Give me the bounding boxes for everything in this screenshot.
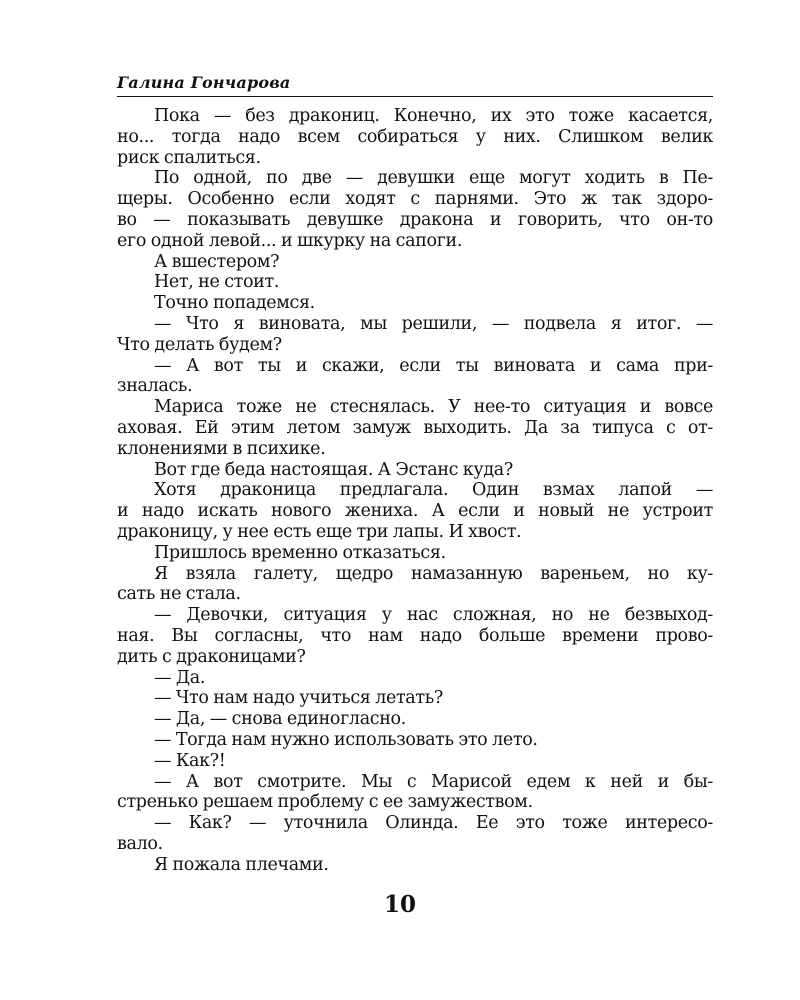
text-line: зналась. [117,376,193,397]
text-line: щеры. Особенно если ходят с парнями. Это ж так здоро- [117,189,713,210]
text-line: и надо искать нового жениха. А если и новый не устроит [117,501,713,522]
page-number: 10 [383,891,416,918]
text-line: Я пожала плечами. [154,854,329,875]
text-line: Я взяла галету, щедро намазанную вареньем, но ку- [154,563,713,584]
text-line: — Как? — уточнила Олинда. Ее это тоже интересо- [154,813,713,834]
text-line: риск спалиться. [117,147,261,168]
text-line: Точно попадемся. [154,293,315,314]
text-line: — Да. [154,667,206,688]
text-line: ная. Вы согласны, что нам надо больше времени прово- [117,625,713,646]
text-line: Нет, не стоит. [154,272,280,293]
text-line: но... тогда надо всем собираться у них. Слишком велик [117,126,713,147]
text-line: Вот где беда настоящая. А Эстанс куда? [154,459,513,480]
text-line: его одной левой... и шкурку на сапоги. [117,230,463,251]
text-line: Пока — без дракониц. Конечно, их это тоже касается, [154,106,713,126]
text-line: — Тогда нам нужно использовать это лето. [154,729,538,750]
text-line: — А вот смотрите. Мы с Марисой едем к ней и бы- [154,771,713,792]
running-head-author: Галина Гончарова [117,73,291,92]
text-line: — Что нам надо учиться летать? [154,688,443,709]
text-line: клонениями в психике. [117,438,326,459]
text-line: — А вот ты и скажи, если ты виновата и сама при- [154,355,713,376]
text-line: — Что я виновата, мы решили, — подвела я итог. — [154,313,713,334]
text-line: Мариса тоже не стеснялась. У нее-то ситуация и вовсе [154,397,713,418]
text-line: драконицу, у нее есть еще три лапы. И хвост. [117,521,522,542]
text-line: стренько решаем проблему с ее замужеством. [117,792,533,813]
text-line: аховая. Ей этим летом замуж выходить. Да за типуса с от- [117,417,713,438]
text-line: — Как?! [154,750,226,771]
text-line: — Девочки, ситуация у нас сложная, но не безвыход- [154,605,713,626]
header-rule [117,96,713,97]
text-line: — Да, — снова единогласно. [154,709,406,730]
text-line: Что делать будем? [117,334,282,355]
body-text [117,106,713,875]
text-line: По одной, по две — девушки еще могут ходить в Пе- [154,168,713,189]
text-line: во — показывать девушке дракона и говорить, что он-то [117,209,713,230]
text-line: вало. [117,833,163,854]
text-line: А вшестером? [154,251,280,272]
text-line: Пришлось временно отказаться. [154,542,446,563]
text-line: Хотя драконица предлагала. Один взмах лапой — [154,480,713,501]
text-line: дить с драконицами? [117,646,306,667]
text-line: сать не стала. [117,584,241,605]
